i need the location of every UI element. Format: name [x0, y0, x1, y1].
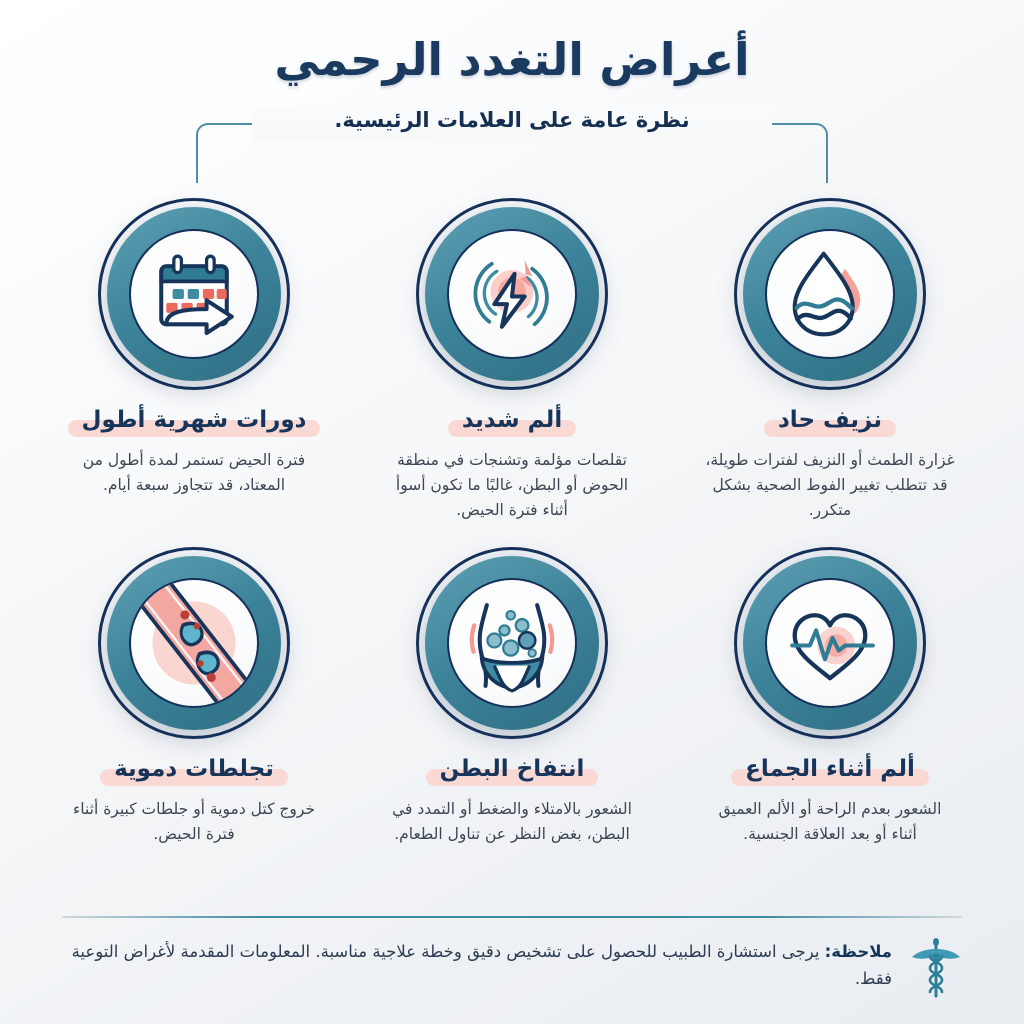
- footer-note: [62, 916, 962, 1001]
- symptom-card-blood-clots: [38, 547, 350, 847]
- card-description: الشعور بالامتلاء والضغط أو التمدد في البطن، بغض النظر عن تناول الطعام.: [392, 799, 632, 843]
- pain-lightning-icon: [449, 231, 575, 357]
- symptom-card-heavy-bleeding: [674, 198, 986, 523]
- heart-pulse-icon: [767, 580, 893, 706]
- blood-drop-icon: [767, 231, 893, 357]
- footer-message: يرجى استشارة الطبيب للحصول على تشخيص دقيق وخطة علاجية مناسبة. المعلومات المقدمة لأغراض التوعية فقط.: [71, 942, 892, 989]
- card-heading: ألم أثناء الجماع: [733, 753, 927, 787]
- footer-divider: [62, 916, 962, 919]
- blood-clot-vessel-icon: [131, 580, 257, 706]
- card-description: غزارة الطمث أو النزيف لفترات طويلة، قد تتطلب تغيير الفوط الصحية بشكل متكرر.: [705, 450, 955, 519]
- card-description: الشعور بعدم الراحة أو الألم العميق أثناء أو بعد العلاقة الجنسية.: [718, 799, 942, 843]
- card-heading: انتفاخ البطن: [428, 753, 597, 787]
- card-description: فترة الحيض تستمر لمدة أطول من المعتاد، قد تتجاوز سبعة أيام.: [82, 450, 306, 494]
- badge: [98, 547, 290, 739]
- badge-inner-circle: [447, 229, 577, 359]
- symptom-card-bloating: [356, 547, 668, 847]
- badge: [734, 198, 926, 390]
- badge-inner-circle: [129, 229, 259, 359]
- caduceus-icon: [910, 936, 962, 1000]
- footer-label: ملاحظة:: [824, 942, 892, 961]
- card-description: تقلصات مؤلمة وتشنجات في منطقة الحوض أو البطن، غالبًا ما تكون أسوأ أثناء فترة الحيض.: [395, 450, 629, 519]
- badge-inner-circle: [765, 578, 895, 708]
- badge-inner-circle: [129, 578, 259, 708]
- card-description: خروج كتل دموية أو جلطات كبيرة أثناء فترة الحيض.: [72, 799, 316, 843]
- symptom-card-painful-intercourse: [674, 547, 986, 847]
- symptom-card-severe-pain: [356, 198, 668, 523]
- badge: [416, 198, 608, 390]
- card-heading: دورات شهرية أطول: [70, 404, 319, 438]
- card-heading: نزيف حاد: [766, 404, 894, 438]
- card-heading: تجلطات دموية: [102, 753, 286, 787]
- bloated-abdomen-icon: [449, 580, 575, 706]
- header: [0, 34, 1024, 142]
- subtitle-row: [0, 108, 1024, 142]
- symptom-card-longer-cycles: [38, 198, 350, 523]
- badge: [98, 198, 290, 390]
- badge: [416, 547, 608, 739]
- symptom-grid: [38, 198, 986, 847]
- card-heading: ألم شديد: [450, 404, 574, 438]
- badge-inner-circle: [447, 578, 577, 708]
- badge-inner-circle: [765, 229, 895, 359]
- page-subtitle: نظرة عامة على العلامات الرئيسية.: [334, 107, 690, 132]
- calendar-arrow-icon: [131, 231, 257, 357]
- badge: [734, 547, 926, 739]
- footer-body: [62, 934, 962, 1000]
- footer-text: [62, 934, 892, 993]
- page-title: أعراض التغدد الرحمي: [274, 33, 750, 86]
